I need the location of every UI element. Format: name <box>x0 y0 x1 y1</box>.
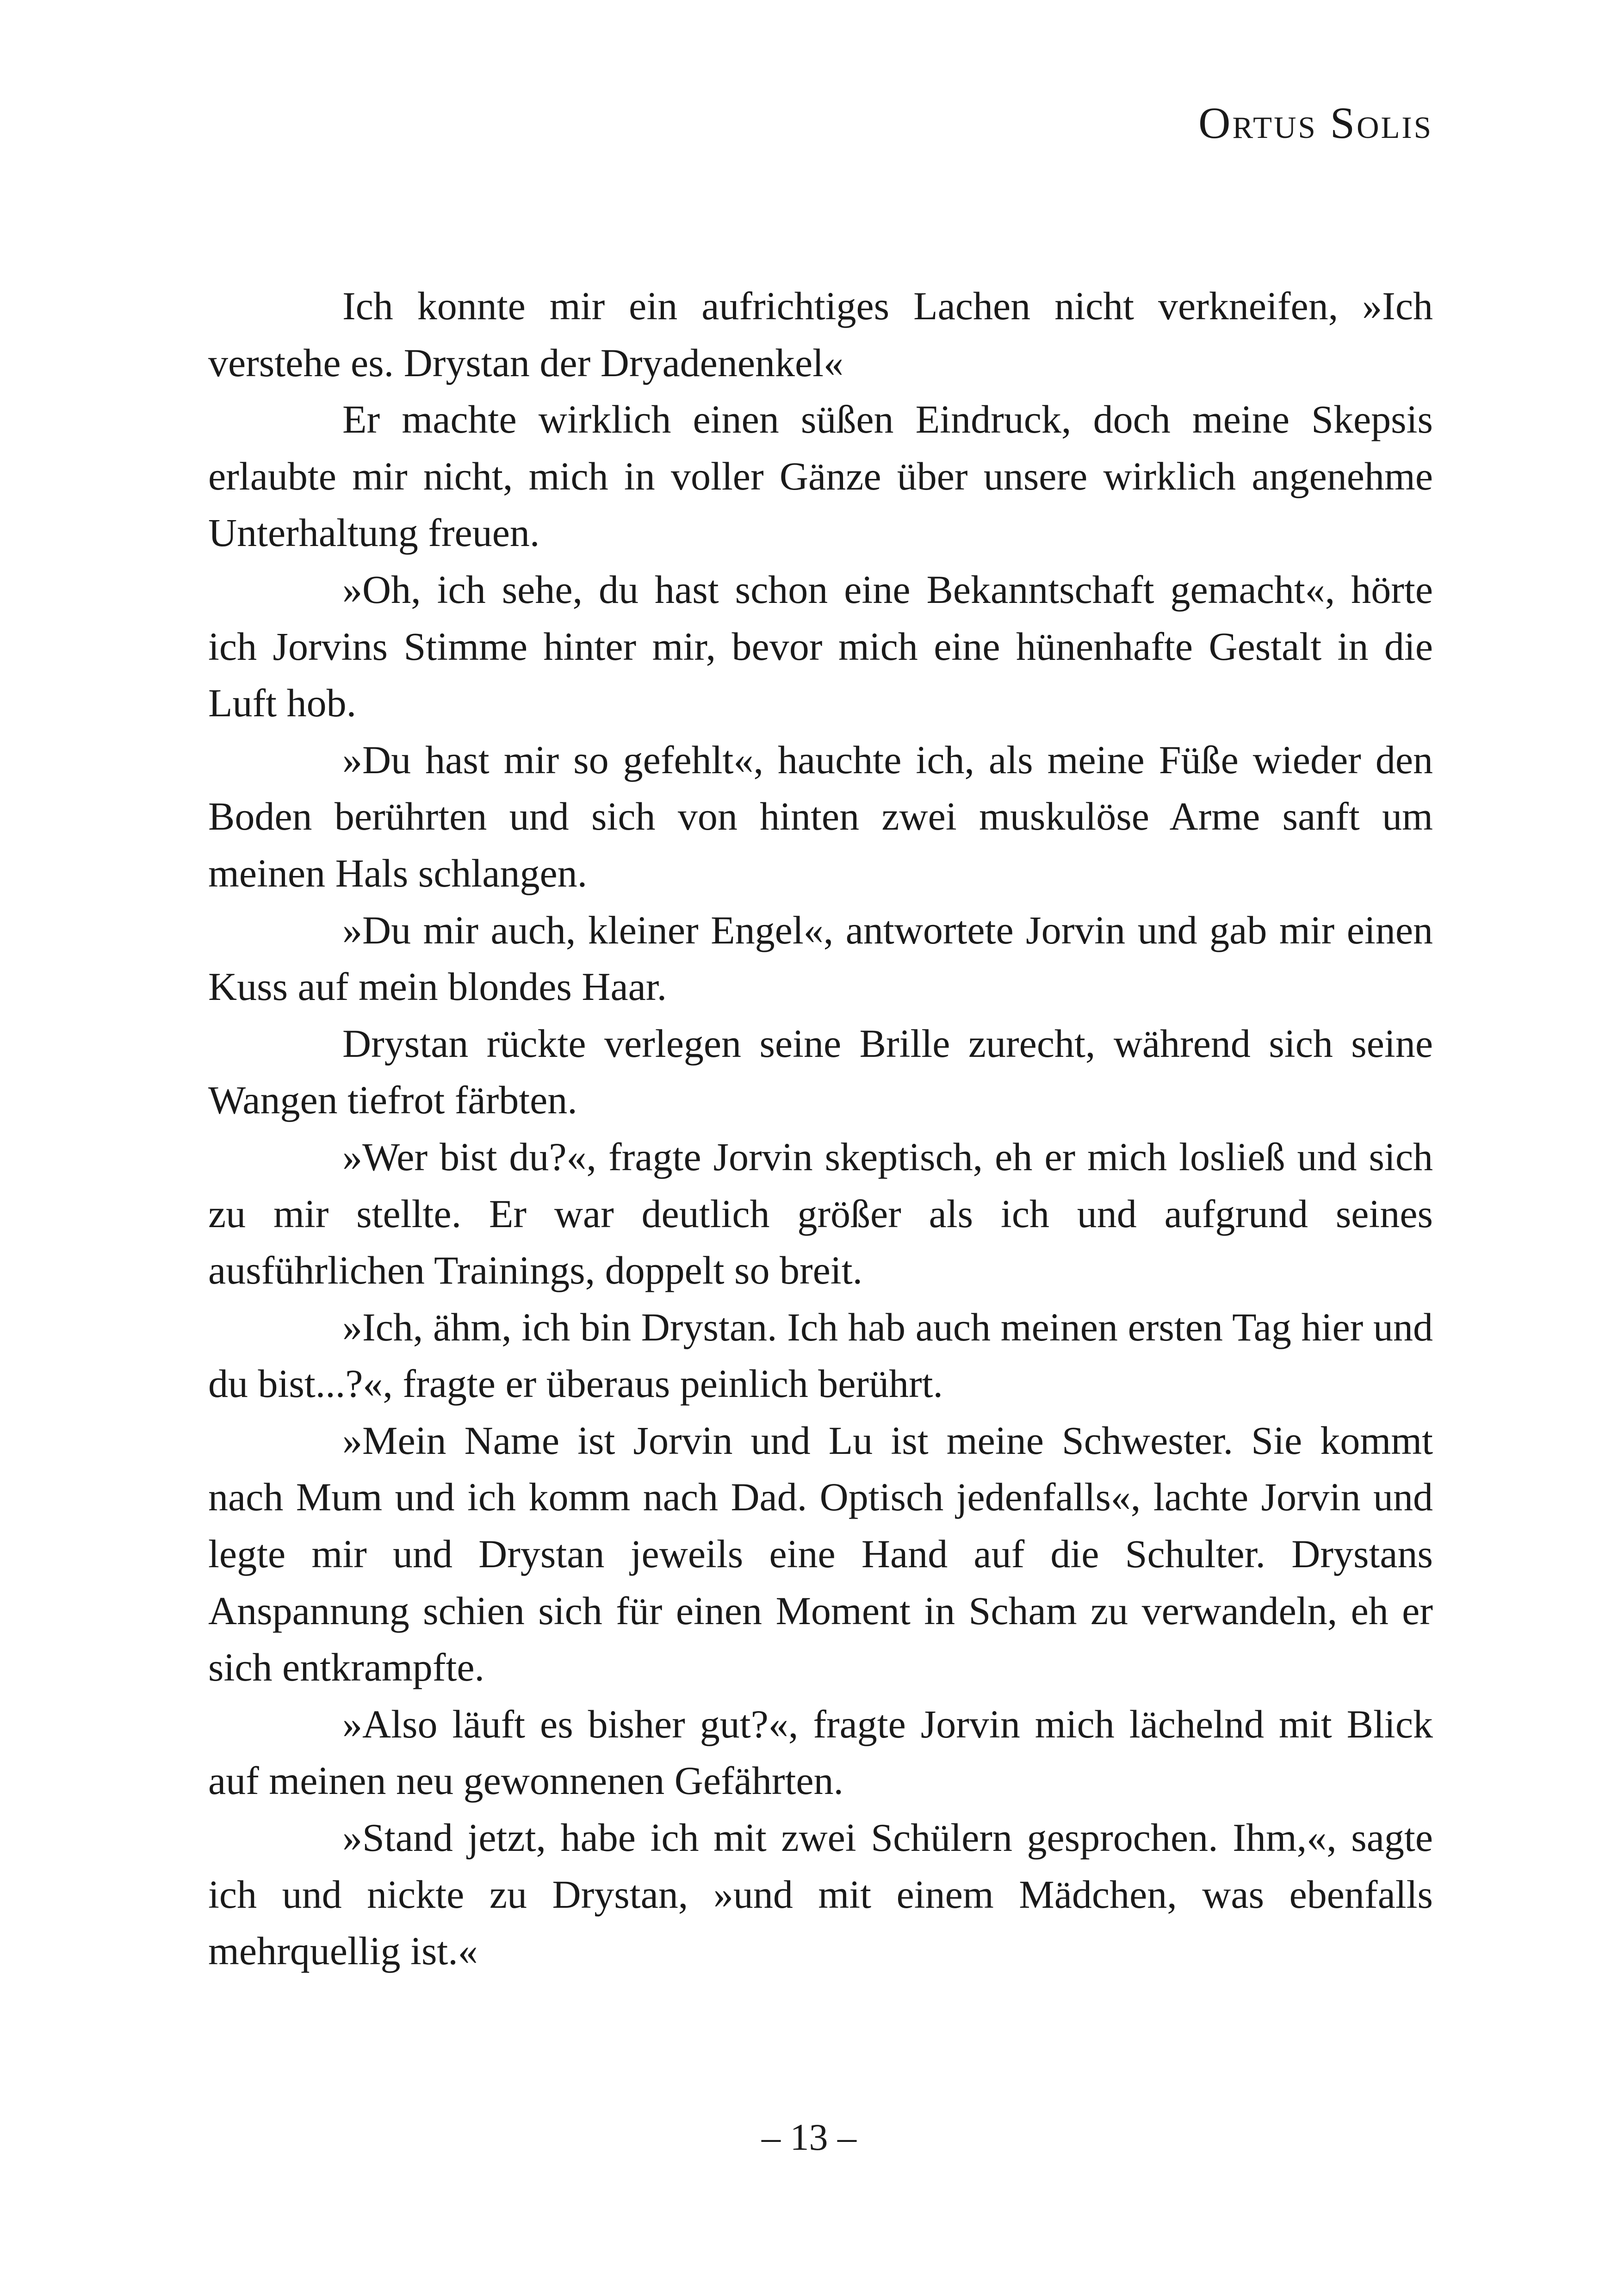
paragraph: »Du mir auch, kleiner Engel«, antwortete Jorvin und gab mir einen Kuss auf mein blondes Haar. <box>208 907 1433 1009</box>
paragraph: »Du hast mir so gefehlt«, hauchte ich, als meine Füße wieder den Boden berührten und sich von hinten zwei muskulöse Arme sanft um meinen Hals schlangen. <box>208 737 1433 895</box>
paragraph: »Wer bist du?«, fragte Jorvin skeptisch, eh er mich losließ und sich zu mir stellte. Er war deutlich größer als ich und aufgrund seines ausführlichen Trainings, doppelt so breit. <box>208 1134 1433 1293</box>
paragraph: Ich konnte mir ein aufrichtiges Lachen nicht verkneifen, »Ich verstehe es. Drystan der Dryadenenkel« <box>208 284 1433 385</box>
paragraph: »Oh, ich sehe, du hast schon eine Bekanntschaft gemacht«, hörte ich Jorvins Stimme hinter mir, bevor mich eine hünenhafte Gestalt in die Luft hob. <box>208 567 1433 726</box>
running-header-title: Ortus Solis <box>1198 98 1433 148</box>
paragraph: »Ich, ähm, ich bin Drystan. Ich hab auch meinen ersten Tag hier und du bist...?«, fragte er überaus peinlich berührt. <box>208 1304 1433 1406</box>
paragraph: »Mein Name ist Jorvin und Lu ist meine Schwester. Sie kommt nach Mum und ich komm nach Dad. Optisch jedenfalls«, lachte Jorvin und legte mir und Drystan jeweils eine Hand auf die Schulter. Drystans Anspannung schien sich für einen Moment in Scham zu verwandeln, eh er sich entkrampfte. <box>208 1418 1433 1690</box>
paragraph: »Also läuft es bisher gut?«, fragte Jorvin mich lächelnd mit Blick auf meinen neu gewonnenen Gefährten. <box>208 1701 1433 1803</box>
page-number: – 13 – <box>762 2116 856 2158</box>
body-text <box>208 278 1433 1980</box>
paragraph: Drystan rückte verlegen seine Brille zurecht, während sich seine Wangen tiefrot färbten. <box>208 1021 1433 1123</box>
paragraph: »Stand jetzt, habe ich mit zwei Schülern gesprochen. Ihm,«, sagte ich und nickte zu Drystan, »und mit einem Mädchen, was ebenfalls mehrquellig ist.« <box>208 1815 1433 1973</box>
paragraph: Er machte wirklich einen süßen Eindruck, doch meine Skepsis erlaubte mir nicht, mich in voller Gänze über unsere wirklich angenehme Unterhaltung freuen. <box>208 397 1433 555</box>
